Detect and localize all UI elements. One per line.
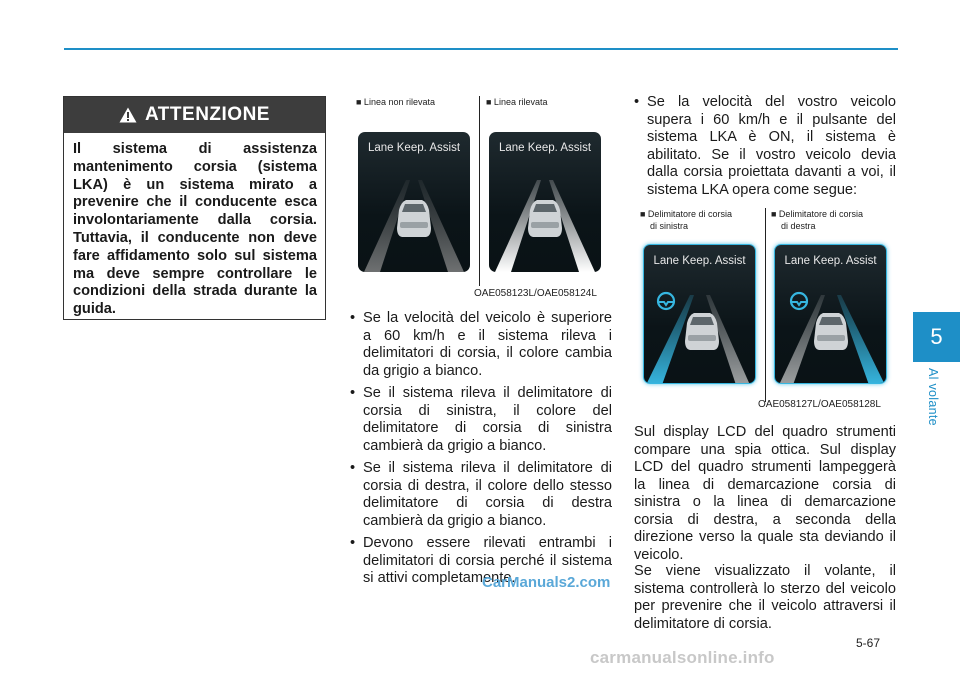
figure2-left-caption-1: ■ Delimitatore di corsia (640, 209, 732, 219)
warning-header (64, 97, 325, 133)
list-item: • Se la velocità del veicolo è superiore a 60 km/h e il sistema rileva i delimitatori di corsia, il colore cambia da grigio a bianco. (350, 310, 612, 380)
paragraph-lcd-indicator: Sul display LCD del quadro strumenti compare una spia ottica. Sul display LCD del quadro strumenti lampeggerà la linea di demarcazione corsia di sinistra o la linea di demarcazione corsia di destra, a seconda della direzione verso la quale sta deviando il veicolo. (634, 424, 896, 563)
footer-watermark[interactable]: carmanualsonline.info (590, 648, 775, 667)
middle-bullet-list (350, 310, 612, 593)
lka-panel-left-line (643, 244, 756, 384)
list-item: • Devono essere rilevati entrambi i delimitatori di corsia perché il sistema si attivi completamente. (350, 535, 612, 588)
site-watermark[interactable]: CarManuals2.com (482, 574, 611, 591)
right-bullet-list (634, 94, 896, 204)
chapter-label: Al volante (926, 368, 940, 426)
figure2-left-caption-2: di sinistra (650, 221, 689, 231)
lka-panel-line-detected (489, 132, 601, 272)
warning-heading: ATTENZIONE (145, 104, 270, 125)
figure1-divider (479, 96, 480, 286)
lane-graphic (644, 245, 756, 384)
paragraph-steering-control: Se viene visualizzato il volante, il sistema controllerà lo sterzo del veicolo per prevenire che il veicolo attraversi il delimitatore di corsia. (634, 563, 896, 632)
lane-graphic (775, 245, 887, 384)
steering-wheel-icon (791, 293, 807, 309)
list-item: • Se il sistema rileva il delimitatore di corsia di sinistra, il colore del delimitatore di corsia di sinistra cambierà da grigio a bianco. (350, 385, 612, 455)
lane-graphic (489, 132, 601, 272)
page-number: 5-67 (856, 636, 881, 650)
figure2-code: OAE058127L/OAE058128L (758, 399, 881, 410)
figure1-left-caption: ■ Linea non rilevata (356, 97, 435, 107)
chapter-tab: 5 (913, 312, 960, 362)
lka-panel-title: Lane Keep. Assist (653, 255, 746, 267)
list-item: • Se il sistema rileva il delimitatore di corsia di destra, il colore dello stesso delimitatore di corsia di destra cambierà da grigio a bianco. (350, 460, 612, 530)
lka-panel-right-line (774, 244, 887, 384)
warning-box (63, 96, 326, 320)
warning-triangle-icon (119, 107, 137, 123)
figure2-right-caption-2: di destra (781, 221, 816, 231)
header-rule (64, 48, 898, 50)
figure2-divider (765, 208, 766, 402)
lka-panel-title: Lane Keep. Assist (784, 255, 877, 267)
warning-text: Il sistema di assistenza mantenimento corsia (sistema LKA) è un sistema mirato a prevenire che il conducente esca involontariamente dalla corsia. Tuttavia, il conducente non deve fare affidamento solo sul sistema ma deve sempre controllare le condizioni della strada durante la guida. (73, 141, 317, 318)
lka-panel-title: Lane Keep. Assist (367, 142, 461, 154)
figure1-right-caption: ■ Linea rilevata (486, 97, 548, 107)
lka-panel-line-not-detected (358, 132, 470, 272)
figure1-code: OAE058123L/OAE058124L (474, 288, 597, 299)
steering-wheel-icon (658, 293, 674, 309)
lka-panel-title: Lane Keep. Assist (498, 142, 592, 154)
list-item: • Se la velocità del vostro veicolo supera i 60 km/h e il pulsante del sistema LKA è ON, il sistema è abilitato. Se il vostro veicolo devia dalla corsia proiettata davanti a voi, il sistema LKA opera come segue: (634, 94, 896, 199)
lane-graphic (358, 132, 470, 272)
figure2-right-caption-1: ■ Delimitatore di corsia (771, 209, 863, 219)
